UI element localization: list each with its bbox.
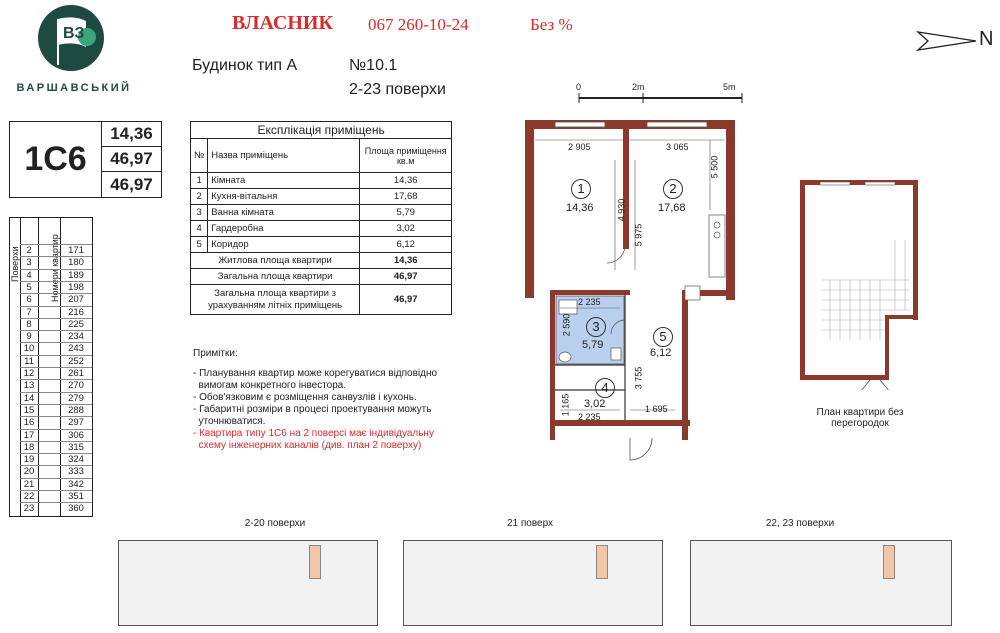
total-row: Загальна площа квартири 46,97 xyxy=(191,269,452,285)
room-number: 5 xyxy=(653,327,673,347)
room-area: 3,02 xyxy=(584,398,606,410)
floor-number: 19 xyxy=(23,454,35,466)
scale-0: 0 xyxy=(576,82,582,92)
dim-label: 2 235 xyxy=(578,297,601,307)
scale-5m: 5m xyxy=(723,82,736,92)
dim-label: 1 695 xyxy=(645,404,668,414)
living-area: 14,36 xyxy=(102,122,161,147)
floor-number: 5 xyxy=(26,281,32,293)
summary-box xyxy=(9,121,162,198)
floor-number: 9 xyxy=(26,331,32,343)
apartment-highlight xyxy=(596,545,608,579)
table-row xyxy=(20,404,92,416)
apartment-number: 261 xyxy=(68,368,84,379)
floor-number: 14 xyxy=(23,392,35,404)
bottom-plan-label: 2-20 поверхи xyxy=(244,518,306,529)
table-row: 5 Коридор 6,12 xyxy=(191,237,452,253)
floor-number: 16 xyxy=(23,417,35,429)
note-line: - Планування квартир може корегуватися відповідно xyxy=(193,368,438,379)
col-header-no: № xyxy=(191,139,208,173)
note-line: - Обов'язковим є розміщення санвузлів і кухонь. xyxy=(193,392,417,403)
table-row xyxy=(20,465,92,477)
table-row xyxy=(20,490,92,502)
apartment-number: 360 xyxy=(68,503,84,515)
apartment-number: 189 xyxy=(68,269,84,281)
logo-letters: ВЗ xyxy=(63,25,85,42)
floor-number: 7 xyxy=(26,306,32,318)
room-number: 3 xyxy=(586,317,606,337)
dim-label: 1 165 xyxy=(560,393,571,417)
floor-plan-22-23 xyxy=(690,540,952,626)
table-row xyxy=(20,355,92,367)
table-row xyxy=(20,416,92,428)
building-number: №10.1 xyxy=(349,57,398,74)
table-row xyxy=(20,269,92,281)
floors-table xyxy=(9,217,93,517)
col-header-name: Назва приміщень xyxy=(208,139,360,173)
table-row xyxy=(20,306,92,318)
explication-title: Експлікація приміщень xyxy=(191,122,452,139)
fee-label: Без % xyxy=(530,15,573,34)
dim-label: 5 500 xyxy=(709,155,720,179)
bottom-plan-label: 22, 23 поверхи xyxy=(765,518,835,529)
room-area: 5,79 xyxy=(582,339,604,351)
floor-number: 8 xyxy=(26,318,32,330)
floor-number: 6 xyxy=(26,294,32,306)
floor-number: 11 xyxy=(24,355,34,367)
apartment-number: 297 xyxy=(68,417,84,429)
table-row xyxy=(20,244,92,256)
floor-number: 20 xyxy=(23,466,35,478)
table-row xyxy=(20,453,92,465)
table-row: 1 Кімната 14,36 xyxy=(191,173,452,189)
brand-name: ВАРШАВСЬКИЙ xyxy=(16,82,132,94)
note-line-red: - Квартира типу 1С6 на 2 поверсі має індивідуальну xyxy=(193,428,434,439)
floor-number: 3 xyxy=(26,257,32,269)
apartment-number: 306 xyxy=(68,429,84,441)
table-row: 4 Гардеробна 3,02 xyxy=(191,221,452,237)
table-row: 2 Кухня-вітальня 17,68 xyxy=(191,189,452,205)
apartment-number: 216 xyxy=(68,306,84,318)
apartment-number: 252 xyxy=(68,355,84,367)
floor-number: 21 xyxy=(23,478,35,490)
note-line: - Габаритні розміри в процесі проектування можуть xyxy=(193,404,432,415)
phone-number[interactable]: 067 260-10-24 xyxy=(368,15,469,34)
dim-label: 2 905 xyxy=(568,142,591,152)
explication-table xyxy=(190,121,452,315)
apartment-number: 324 xyxy=(68,454,84,466)
scale-bar xyxy=(578,92,744,104)
apartment-number: 243 xyxy=(68,343,84,355)
bottom-plan-label: 21 поверх xyxy=(506,518,554,529)
floor-number: 2 xyxy=(26,245,32,256)
apartment-number: 198 xyxy=(68,281,84,293)
apartment-number: 279 xyxy=(68,392,84,404)
table-row xyxy=(20,342,92,354)
apartment-code: 1С6 xyxy=(10,122,102,197)
apartment-number: 351 xyxy=(68,491,84,502)
dim-label: 5 975 xyxy=(633,223,644,247)
apartment-number: 207 xyxy=(68,294,84,306)
scale-2m: 2m xyxy=(632,82,645,92)
apartment-number: 315 xyxy=(68,441,84,453)
table-row xyxy=(20,367,92,379)
room-number: 1 xyxy=(571,179,591,199)
dim-label: 4 930 xyxy=(616,198,627,222)
notes-title: Примітки: xyxy=(193,348,238,359)
apartment-highlight xyxy=(883,545,895,579)
table-row xyxy=(20,478,92,490)
total-row: Загальна площа квартири з урахуванням літніх приміщень 46,97 xyxy=(191,285,452,315)
total-row: Житлова площа квартири 14,36 xyxy=(191,253,452,269)
north-arrow-icon xyxy=(916,30,978,52)
total-area: 46,97 xyxy=(102,147,161,172)
total-area-summer: 46,97 xyxy=(110,174,153,194)
floors-range: 2-23 поверхи xyxy=(349,81,446,98)
floor-number: 4 xyxy=(26,269,32,281)
floors-column-label: Поверхи xyxy=(10,246,20,282)
building-type: Будинок тип А xyxy=(192,57,298,74)
apartments-column-label: Номери квартир xyxy=(50,234,60,302)
notes-block xyxy=(193,348,437,452)
apartment-number: 270 xyxy=(68,380,84,392)
apartment-number: 234 xyxy=(68,331,84,343)
floor-number: 22 xyxy=(23,491,35,502)
table-row xyxy=(20,429,92,441)
dim-label: 3 755 xyxy=(633,366,644,390)
table-row xyxy=(20,330,92,342)
apartment-number: 342 xyxy=(68,478,84,490)
table-row xyxy=(20,392,92,404)
apartment-highlight xyxy=(309,545,321,579)
floor-plan-21 xyxy=(403,540,663,626)
table-row xyxy=(20,318,92,330)
table-row: 3 Ванна кімната 5,79 xyxy=(191,205,452,221)
floor-number: 13 xyxy=(23,380,35,392)
table-row xyxy=(20,379,92,391)
note-line-red: схему інженерних каналів (див. план 2 поверху) xyxy=(193,440,422,451)
note-line: уточнюватися. xyxy=(193,416,266,427)
dim-label: 3 065 xyxy=(666,142,689,152)
floor-number: 15 xyxy=(23,404,35,416)
table-row xyxy=(20,281,92,293)
owner-label: ВЛАСНИК xyxy=(232,12,333,34)
apartment-number: 288 xyxy=(68,404,84,416)
open-floor-plan xyxy=(800,180,925,390)
brand-logo xyxy=(38,5,104,71)
room-area: 6,12 xyxy=(650,347,672,359)
apartment-number: 180 xyxy=(68,257,84,269)
floor-number: 17 xyxy=(23,429,35,441)
table-row xyxy=(20,256,92,268)
apartment-number: 225 xyxy=(68,318,84,330)
table-row xyxy=(20,293,92,305)
dim-label: 2 235 xyxy=(578,412,601,422)
north-label: N xyxy=(979,28,994,50)
room-number: 4 xyxy=(595,378,615,398)
dim-label: 2 590 xyxy=(561,313,572,337)
note-line: вимогам конкретного інвестора. xyxy=(193,380,347,391)
table-row xyxy=(20,502,92,514)
open-plan-label: План квартири без перегородок xyxy=(816,407,904,429)
floor-number: 23 xyxy=(23,503,35,515)
room-number: 2 xyxy=(663,179,683,199)
room-area: 17,68 xyxy=(658,202,686,214)
room-area: 14,36 xyxy=(566,202,594,214)
col-header-area: Площа приміщення кв.м xyxy=(360,139,452,173)
apartment-number: 171 xyxy=(68,245,84,256)
table-row xyxy=(20,441,92,453)
apartment-number: 333 xyxy=(68,466,84,478)
floor-number: 10 xyxy=(23,343,35,355)
floor-number: 18 xyxy=(23,441,35,453)
floor-number: 12 xyxy=(23,368,35,379)
floor-plan-2-20 xyxy=(118,540,378,626)
